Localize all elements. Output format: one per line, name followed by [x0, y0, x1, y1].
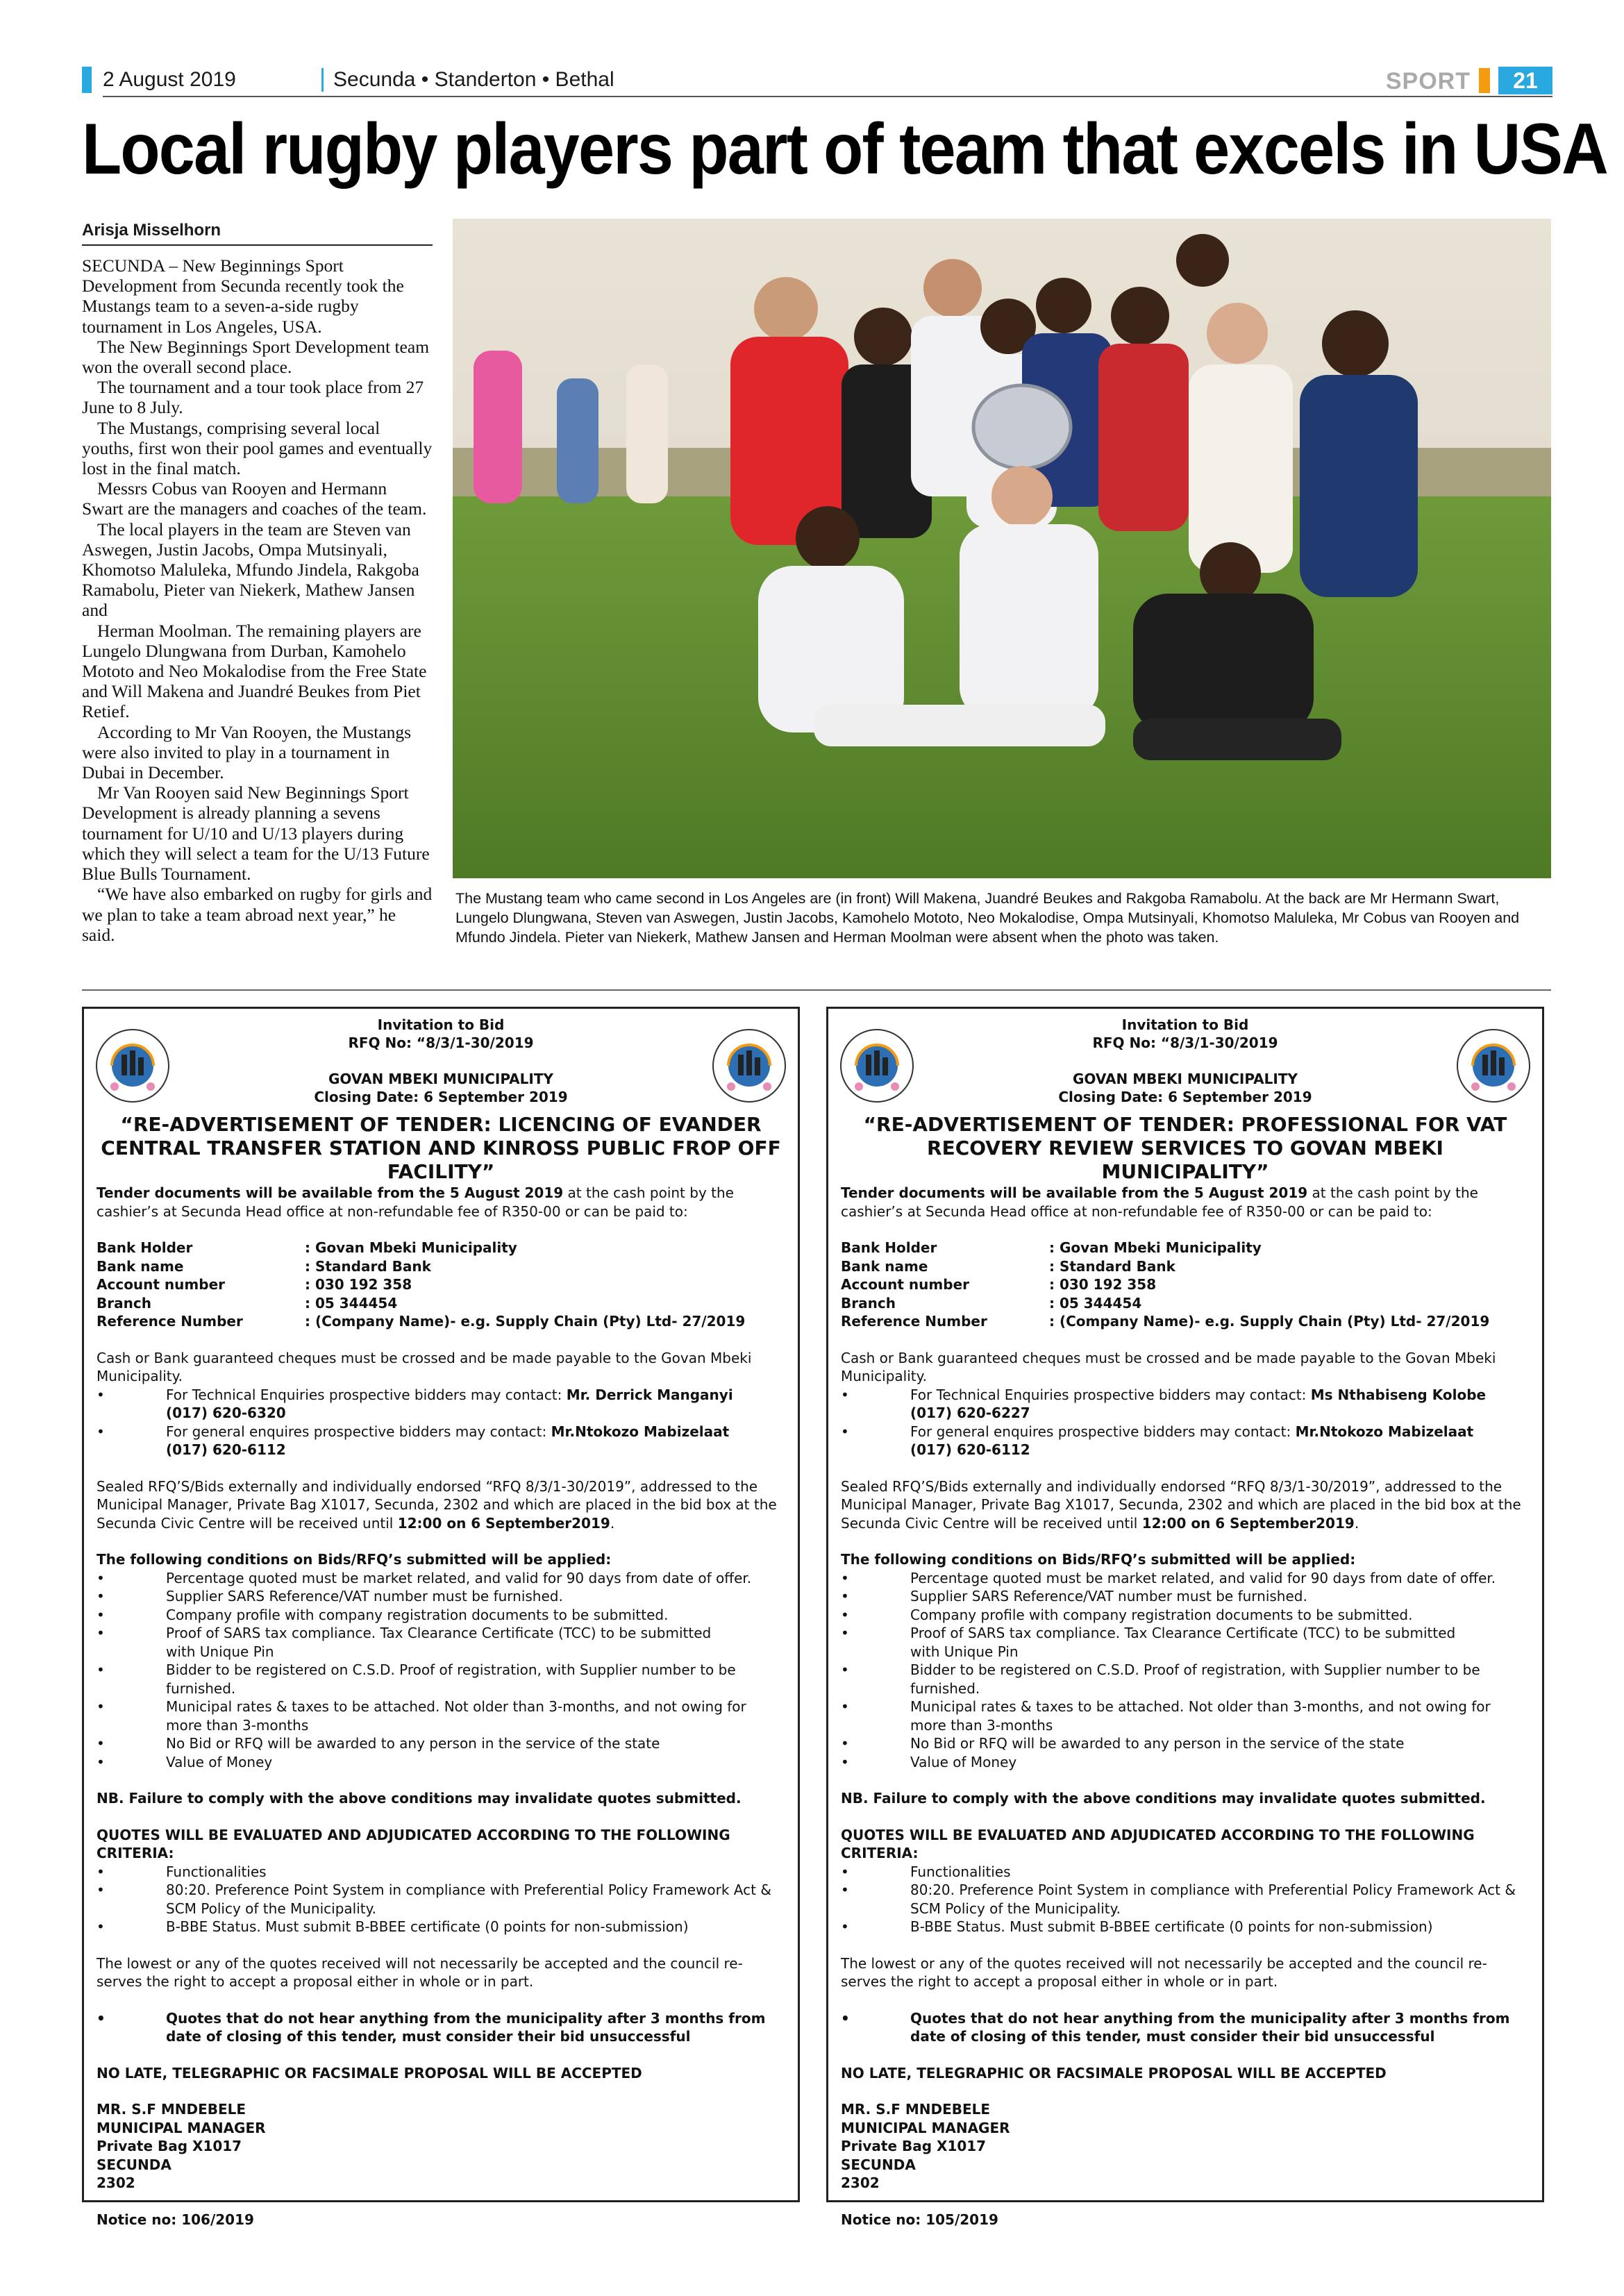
article-paragraph: Messrs Cobus van Rooyen and Hermann Swart are the managers and coaches of the team. [82, 478, 427, 519]
nb-warning: NB. Failure to comply with the above conditions may invalidate quotes submitted. [841, 1790, 1486, 1807]
team-photo [453, 219, 1551, 878]
cheque-instructions: Cash or Bank guaranteed cheques must be crossed and be made payable to the Govan Mbeki Municipality. [841, 1349, 1496, 1384]
conditions-heading: The following conditions on Bids/RFQ’s submitted will be applied: [97, 1551, 612, 1568]
signoff-line: Private Bag X1017 [841, 2138, 987, 2154]
condition-item: • Company profile with company registration documents to be submitted. [841, 1606, 1413, 1623]
tender-title: “RE-ADVERTISEMENT OF TENDER: PROFESSIONAL FOR VAT RECOVERY REVIEW SERVICES TO GOVAN MBEKI MUNICIPALITY” [863, 1113, 1507, 1183]
rfq-number: RFQ No: “8/3/1-30/2019 [348, 1034, 534, 1051]
masthead-blue-tab [82, 67, 92, 93]
tender-title: “RE-ADVERTISEMENT OF TENDER: LICENCING OF EVANDER CENTRAL TRANSFER STATION AND KINROSS PUBLIC FROP OFF FACILITY” [101, 1113, 781, 1183]
unsuccessful-bid-note: • Quotes that do not hear anything from the municipality after 3 months from date of closing of this tender, must consider their bid unsuccessful [97, 2009, 766, 2045]
edition-places: Secunda • Standerton • Bethal [333, 68, 614, 91]
condition-item: • No Bid or RFQ will be awarded to any person in the service of the state [97, 1735, 660, 1752]
conditions-heading: The following conditions on Bids/RFQ’s submitted will be applied: [841, 1551, 1356, 1568]
condition-item: • Value of Money [97, 1753, 273, 1770]
article-body [82, 255, 433, 945]
tender-notice-106 [82, 1007, 800, 2228]
invitation-label: Invitation to Bid [377, 1016, 505, 1033]
section-orange-bar [1479, 68, 1490, 93]
criteria-item: • Functionalities [841, 1863, 1011, 1880]
tender-notice-105 [826, 1007, 1544, 2228]
condition-item: • Proof of SARS tax compliance. Tax Clearance Certificate (TCC) to be submitted with Unique Pin [97, 1625, 712, 1660]
article-paragraph: “We have also embarked on rugby for girls and we plan to take a team abroad next year,” he said. [82, 884, 433, 945]
masthead-separator [321, 68, 324, 92]
signoff-line: 2302 [841, 2175, 880, 2191]
article-paragraph: The New Beginnings Sport Development team won the overall second place. [82, 336, 430, 378]
condition-item: • Municipal rates & taxes to be attached. Not older than 3-months, and not owing for more than 3-months [841, 1698, 1491, 1734]
bank-details [97, 1239, 785, 1331]
lowest-quote-statement: The lowest or any of the quotes received will not necessarily be accepted and the council re-serves the right to accept a proposal either in whole or in part. [97, 1954, 743, 1990]
condition-item: • Bidder to be registered on C.S.D. Proof of registration, with Supplier number to be furnished. [841, 1661, 1480, 1697]
condition-item: • Supplier SARS Reference/VAT number must be furnished. [841, 1588, 1307, 1604]
page-number: 21 [1498, 67, 1552, 94]
sealed-bids-instructions: Sealed RFQ’S/Bids externally and individually endorsed “RFQ 8/3/1-30/2019”, addressed to the Municipal Manager, Private Bag X1017, Secunda, 2302 and which are placed in the bid box at the Secunda Civic Centre will be received until 12:00 on 6 September2019. [841, 1477, 1521, 1532]
criteria-item: • Functionalities [97, 1863, 267, 1880]
criteria-item: • 80:20. Preference Point System in compliance with Preferential Policy Framework Act & SCM Policy of the Municipality. [841, 1882, 1516, 1917]
bank-row: Reference Number : (Company Name)- e.g. Supply Chain (Pty) Ltd- 27/2019 [97, 1313, 746, 1330]
signoff-line: MR. S.F MNDEBELE [841, 2101, 991, 2118]
article-paragraph: According to Mr Van Rooyen, the Mustangs were also invited to play in a tournament in Dubai in December. [82, 721, 412, 783]
criteria-item: • B-BBE Status. Must submit B-BBEE certificate (0 points for non-submission) [97, 1918, 689, 1935]
article-headline: Local rugby players part of team that excels in USA [82, 109, 1607, 190]
no-late-proposals: NO LATE, TELEGRAPHIC OR FACSIMALE PROPOSAL WILL BE ACCEPTED [97, 2064, 642, 2081]
bank-row: Account number : 030 192 358 [841, 1276, 1157, 1293]
signoff-line: SECUNDA [841, 2156, 916, 2173]
signoff-line: MUNICIPAL MANAGER [97, 2119, 266, 2136]
article-byline: Arisja Misselhorn [82, 221, 433, 246]
documents-availability: Tender documents will be available from the 5 August 2019 at the cash point by the cashier’s at Secunda Head office at non-refundable fee of R350-00 or can be paid to: [841, 1184, 1478, 1220]
bank-row: Reference Number : (Company Name)- e.g. Supply Chain (Pty) Ltd- 27/2019 [841, 1313, 1490, 1330]
bank-row: Bank name : Standard Bank [97, 1257, 431, 1275]
signoff-line: Private Bag X1017 [97, 2138, 242, 2154]
signoff-line: 2302 [97, 2175, 135, 2191]
condition-item: • Company profile with company registration documents to be submitted. [97, 1606, 669, 1623]
article-paragraph: SECUNDA – New Beginnings Sport Development from Secunda recently took the Mustangs team to a seven-a-side rugby tournament in Los Angeles, USA. [82, 255, 404, 337]
lowest-quote-statement: The lowest or any of the quotes received will not necessarily be accepted and the council re-serves the right to accept a proposal either in whole or in part. [841, 1954, 1487, 1990]
criteria-heading: QUOTES WILL BE EVALUATED AND ADJUDICATED ACCORDING TO THE FOLLOWING CRITERIA: [97, 1826, 730, 1861]
sealed-bids-instructions: Sealed RFQ’S/Bids externally and individually endorsed “RFQ 8/3/1-30/2019”, addressed to the Municipal Manager, Private Bag X1017, Secunda, 2302 and which are placed in the bid box at the Secunda Civic Centre will be received until 12:00 on 6 September2019. [97, 1477, 777, 1532]
team-photo-illustration [453, 219, 1551, 878]
notice-number: Notice no: 106/2019 [97, 2211, 254, 2228]
condition-item: • Bidder to be registered on C.S.D. Proof of registration, with Supplier number to be furnished. [97, 1661, 736, 1697]
condition-item: • Percentage quoted must be market related, and valid for 90 days from date of offer. [841, 1569, 1496, 1586]
unsuccessful-bid-note: • Quotes that do not hear anything from the municipality after 3 months from date of closing of this tender, must consider their bid unsuccessful [841, 2009, 1510, 2045]
closing-date: Closing Date: 6 September 2019 [1058, 1089, 1312, 1105]
general-enquiries: • For general enquires prospective bidders may contact: Mr.Ntokozo Mabizelaat (017) 620-6112 [841, 1423, 1474, 1458]
documents-availability: Tender documents will be available from the 5 August 2019 at the cash point by the cashier’s at Secunda Head office at non-refundable fee of R350-00 or can be paid to: [97, 1184, 734, 1220]
criteria-item: • 80:20. Preference Point System in compliance with Preferential Policy Framework Act & SCM Policy of the Municipality. [97, 1882, 771, 1917]
invitation-label: Invitation to Bid [1121, 1016, 1249, 1033]
condition-item: • No Bid or RFQ will be awarded to any person in the service of the state [841, 1735, 1405, 1752]
condition-item: • Proof of SARS tax compliance. Tax Clearance Certificate (TCC) to be submitted with Unique Pin [841, 1625, 1456, 1660]
section-label: SPORT [1385, 68, 1471, 94]
criteria-item: • B-BBE Status. Must submit B-BBEE certificate (0 points for non-submission) [841, 1918, 1433, 1935]
signoff-line: SECUNDA [97, 2156, 171, 2173]
rfq-number: RFQ No: “8/3/1-30/2019 [1092, 1034, 1278, 1051]
article-paragraph: The Mustangs, comprising several local youths, first won their pool games and eventually lost in the final match. [82, 417, 433, 479]
notice-number: Notice no: 105/2019 [841, 2211, 998, 2228]
technical-enquiries: • For Technical Enquiries prospective bidders may contact: Ms Nthabiseng Kolobe (017) 620-6227 [841, 1386, 1487, 1421]
condition-item: • Value of Money [841, 1753, 1017, 1770]
bank-row: Bank Holder : Govan Mbeki Municipality [97, 1239, 517, 1256]
cheque-instructions: Cash or Bank guaranteed cheques must be crossed and be made payable to the Govan Mbeki Municipality. [97, 1349, 752, 1384]
technical-enquiries: • For Technical Enquiries prospective bidders may contact: Mr. Derrick Manganyi (017) 620-6320 [97, 1386, 733, 1421]
municipality-name: GOVAN MBEKI MUNICIPALITY [1073, 1071, 1298, 1087]
photo-caption: The Mustang team who came second in Los Angeles are (in front) Will Makena, Juandré Beukes and Rakgoba Ramabolu. At the back are Mr Hermann Swart, Lungelo Dlungwana, Steven van Aswegen, Justin Jacobs, Kamohelo Mototo, Neo Mokalodise, Ompa Mutsinyali, Khomotso Maluleka, Mr Cobus van Rooyen and Mfundo Jindela. Pieter van Niekerk, Mathew Jansen and Herman Moolman were absent when the photo was taken. [455, 890, 1520, 946]
bank-row: Bank Holder : Govan Mbeki Municipality [841, 1239, 1262, 1256]
masthead-rule [103, 96, 1552, 97]
article-paragraph: The tournament and a tour took place from 27 June to 8 July. [82, 377, 424, 418]
condition-item: • Municipal rates & taxes to be attached. Not older than 3-months, and not owing for more than 3-months [97, 1698, 746, 1734]
bank-row: Branch : 05 344454 [841, 1294, 1142, 1312]
general-enquiries: • For general enquires prospective bidders may contact: Mr.Ntokozo Mabizelaat (017) 620-6112 [97, 1423, 730, 1458]
bank-details [841, 1239, 1530, 1331]
signoff-line: MUNICIPAL MANAGER [841, 2119, 1010, 2136]
bank-row: Bank name : Standard Bank [841, 1257, 1175, 1275]
issue-date: 2 August 2019 [103, 68, 236, 91]
condition-item: • Supplier SARS Reference/VAT number must be furnished. [97, 1588, 563, 1604]
bank-row: Account number : 030 192 358 [97, 1276, 412, 1293]
municipality-name: GOVAN MBEKI MUNICIPALITY [328, 1071, 553, 1087]
signoff-line: MR. S.F MNDEBELE [97, 2101, 246, 2118]
condition-item: • Percentage quoted must be market related, and valid for 90 days from date of offer. [97, 1569, 752, 1586]
article-paragraph: The local players in the team are Steven van Aswegen, Justin Jacobs, Ompa Mutsinyali, Khomotso Maluleka, Mfundo Jindela, Rakgoba Ramabolu, Pieter van Niekerk, Mathew Jansen and [82, 519, 419, 621]
section-divider [82, 989, 1551, 991]
article-paragraph: Mr Van Rooyen said New Beginnings Sport Development is already planning a sevens tournament for U/10 and U/13 players during which they will select a team for the U/13 Future Blue Bulls Tournament. [82, 782, 430, 885]
no-late-proposals: NO LATE, TELEGRAPHIC OR FACSIMALE PROPOSAL WILL BE ACCEPTED [841, 2064, 1387, 2081]
closing-date: Closing Date: 6 September 2019 [314, 1089, 568, 1105]
criteria-heading: QUOTES WILL BE EVALUATED AND ADJUDICATED ACCORDING TO THE FOLLOWING CRITERIA: [841, 1826, 1475, 1861]
article-paragraph: Herman Moolman. The remaining players are Lungelo Dlungwana from Durban, Kamohelo Mototo and Neo Mokalodise from the Free State and Will Makena and Juandré Beukes from Piet Retief. [82, 620, 427, 722]
masthead [82, 67, 1552, 96]
nb-warning: NB. Failure to comply with the above conditions may invalidate quotes submitted. [97, 1790, 742, 1807]
bank-row: Branch : 05 344454 [97, 1294, 398, 1312]
